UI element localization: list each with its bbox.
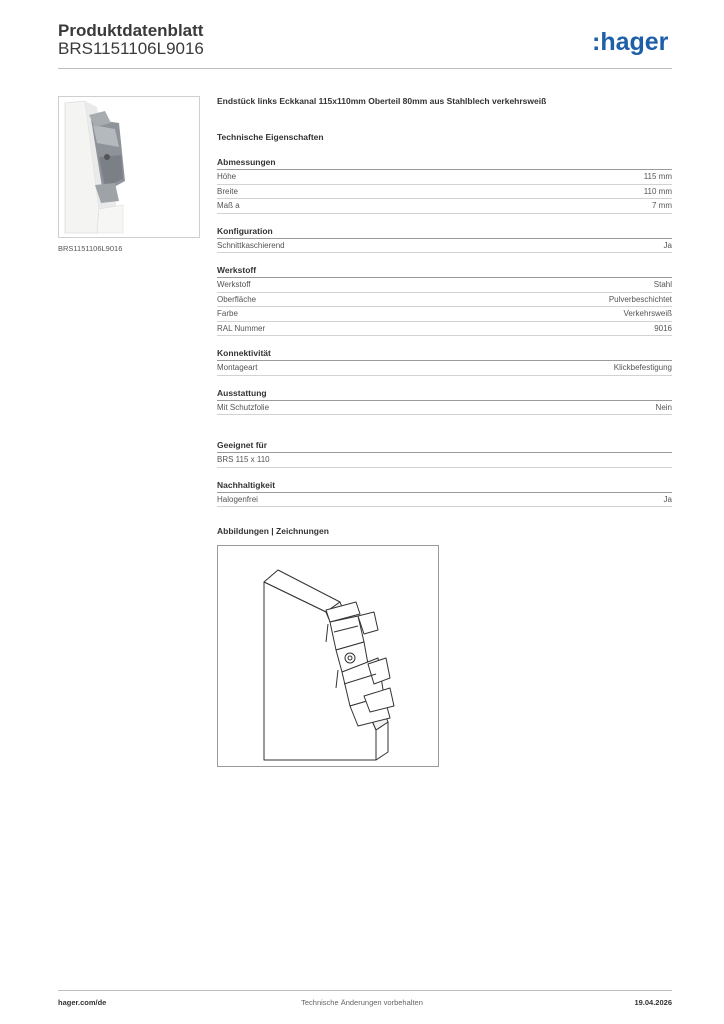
spec-row [217, 170, 672, 185]
specifications [217, 95, 672, 507]
spec-label: Montageart [217, 363, 258, 372]
spec-value: Verkehrsweiß [623, 309, 672, 318]
spec-label: RAL Nummer [217, 323, 266, 333]
technical-drawing [217, 545, 439, 767]
footer-website: hager.com/de [58, 998, 107, 1007]
spec-row [217, 361, 672, 376]
spec-value: Pulverbeschichtet [608, 294, 672, 304]
spec-label: Werkstoff [217, 280, 251, 289]
spec-group-configuration [217, 225, 672, 254]
spec-value: 115 mm [643, 172, 672, 181]
group-heading: Werkstoff [217, 264, 672, 278]
spec-row [217, 278, 672, 293]
group-heading: Ausstattung [217, 387, 672, 401]
logo-text: :hager [592, 28, 669, 56]
spec-value: 7 mm [652, 201, 672, 210]
spec-group-sustainability [217, 479, 672, 508]
spec-label: Maß a [217, 201, 240, 210]
drawings-heading: Abbildungen | Zeichnungen [217, 526, 329, 536]
spec-value: Stahl [653, 280, 672, 289]
group-heading: Nachhaltigkeit [217, 479, 672, 493]
spec-group-material [217, 264, 672, 336]
spec-row [217, 493, 672, 508]
product-photo-caption: BRS1151106L9016 [58, 244, 123, 253]
spec-label: Schnittkaschierend [217, 240, 285, 250]
spec-label: Farbe [217, 309, 238, 318]
spec-row [217, 293, 672, 308]
header-divider [58, 68, 672, 69]
spec-group-suitable-for [217, 439, 672, 468]
document-title: Produktdatenblatt [58, 21, 204, 40]
group-heading: Geeignet für [217, 439, 672, 453]
spec-value: Klickbefestigung [613, 363, 672, 372]
product-photo [58, 96, 200, 238]
spec-label: BRS 115 x 110 [217, 455, 270, 464]
spec-value: Ja [663, 494, 672, 504]
spec-value: 110 mm [643, 186, 672, 196]
spec-value: 9016 [654, 323, 672, 333]
footer-divider [58, 990, 672, 991]
spec-label: Halogenfrei [217, 494, 258, 504]
group-heading: Konfiguration [217, 225, 672, 239]
spec-row [217, 199, 672, 214]
spec-row [217, 401, 672, 416]
spec-label: Mit Schutzfolie [217, 402, 270, 412]
spec-group-equipment [217, 387, 672, 416]
group-heading: Abmessungen [217, 156, 672, 170]
group-heading: Konnektivität [217, 347, 672, 361]
technical-drawing-image [218, 546, 438, 766]
product-photo-image [59, 97, 199, 237]
spec-label: Höhe [217, 172, 237, 181]
spec-label: Oberfläche [217, 294, 257, 304]
spec-group-dimensions [217, 156, 672, 214]
spec-value: Ja [663, 240, 672, 250]
spec-value: Nein [655, 402, 672, 412]
spec-row [217, 322, 672, 337]
spec-row [217, 453, 672, 468]
technical-properties-heading: Technische Eigenschaften [217, 132, 324, 142]
footer-date: 19.04.2026 [634, 998, 672, 1007]
spec-row [217, 239, 672, 254]
spec-label: Breite [217, 186, 238, 196]
spec-group-connectivity [217, 347, 672, 376]
article-number: BRS1151106L9016 [58, 39, 204, 58]
spec-row [217, 185, 672, 200]
product-description: Endstück links Eckkanal 115x110mm Oberteil 80mm aus Stahlblech verkehrsweiß [217, 96, 547, 106]
spec-row [217, 307, 672, 322]
hager-logo [592, 28, 674, 58]
footer-notice: Technische Änderungen vorbehalten [301, 998, 423, 1007]
